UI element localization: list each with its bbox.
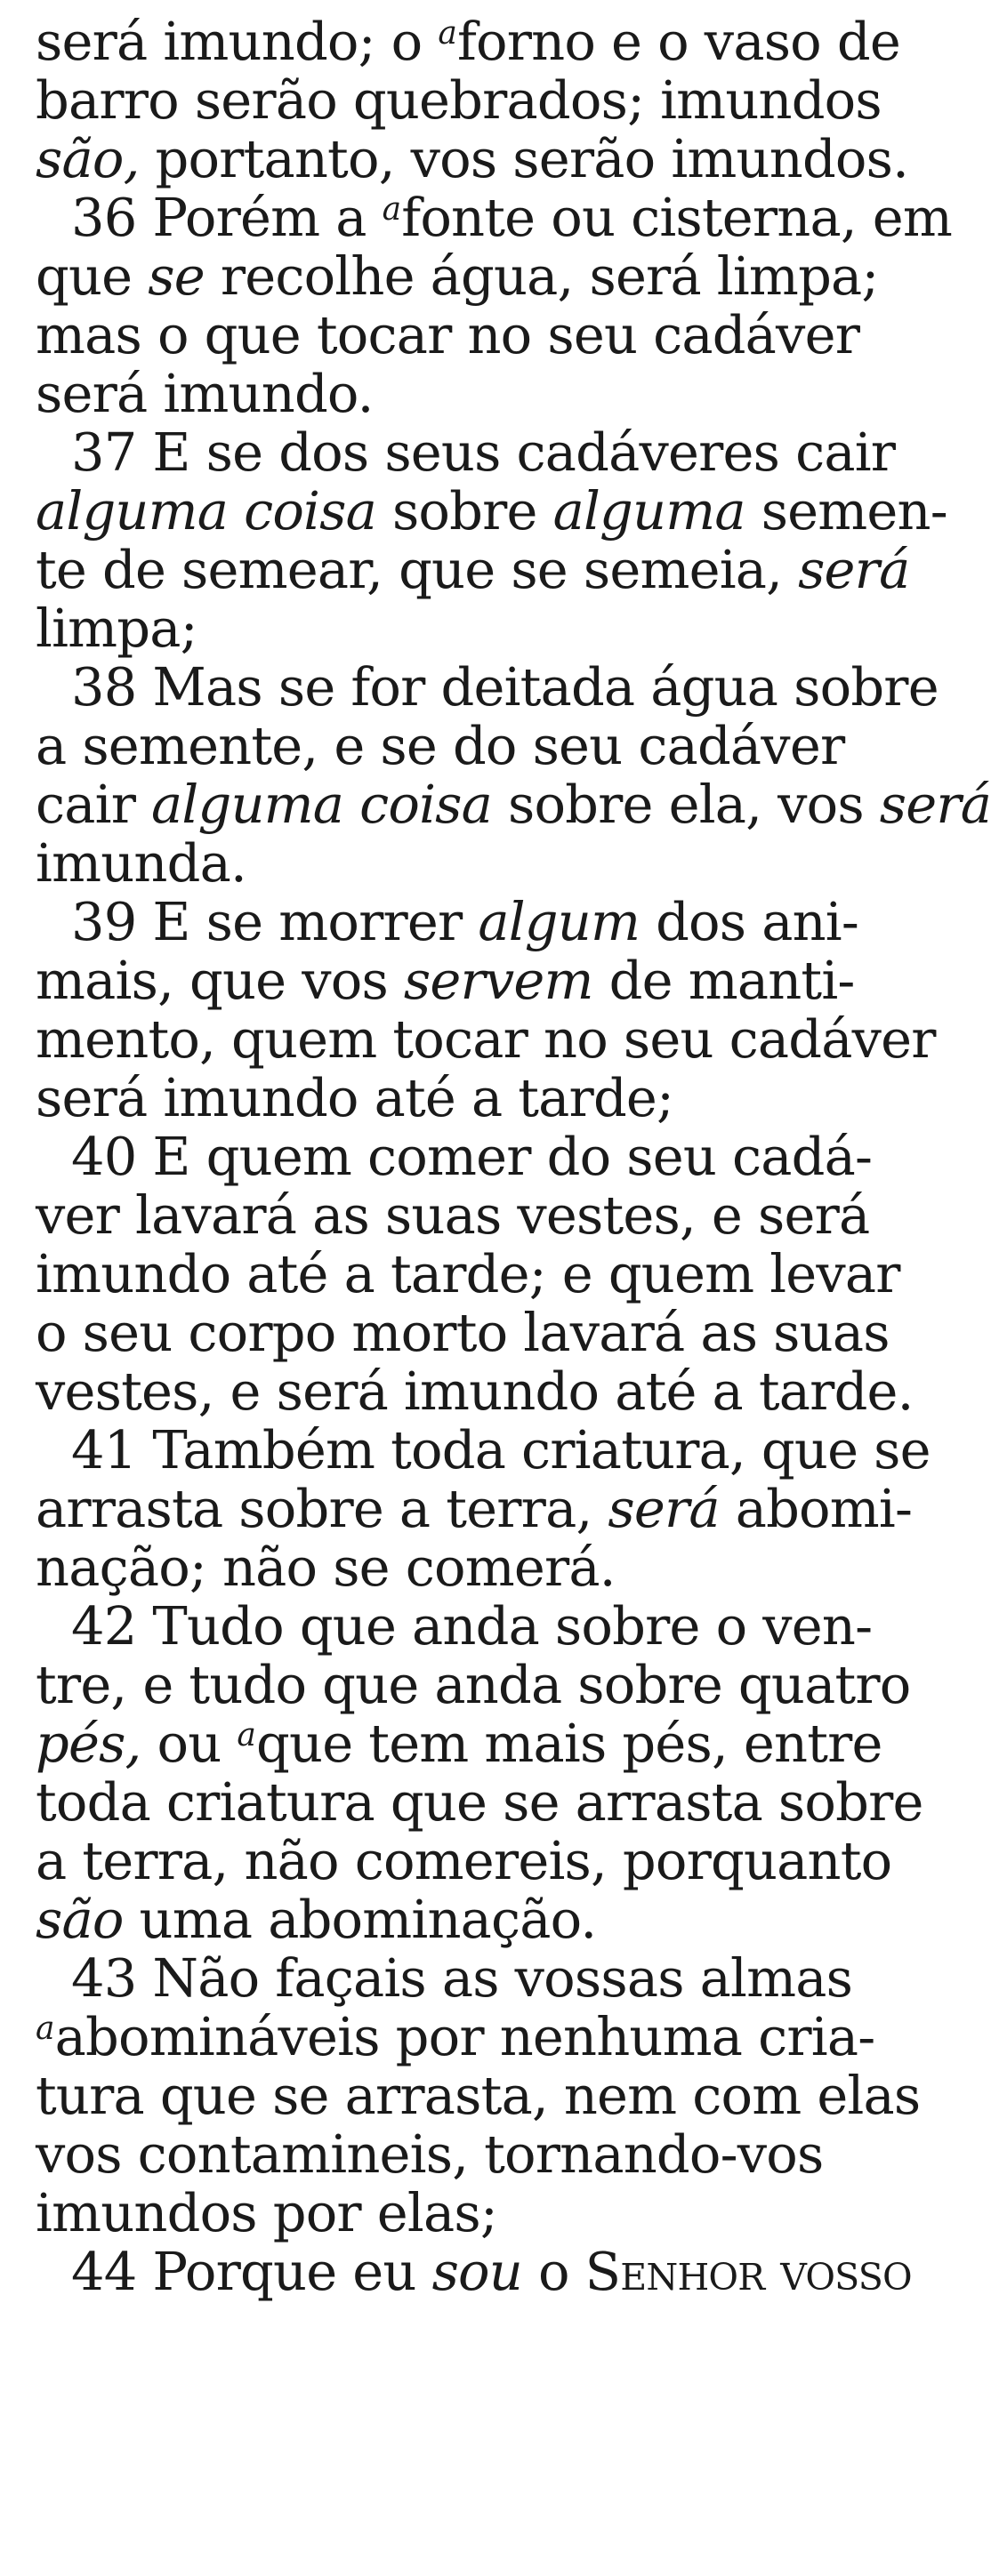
text-segment: portanto, vos serão imundos.	[139, 128, 909, 189]
text-segment: sobre ela, vos	[492, 774, 880, 835]
text-segment: o seu corpo morto lavará as suas	[36, 1302, 890, 1363]
text-segment: arrasta sobre a terra,	[36, 1478, 608, 1539]
verse-35-end-line-1	[36, 11, 900, 72]
verse-40-line-3	[36, 1243, 900, 1304]
text-segment: será imundo.	[36, 363, 374, 424]
text-segment: toda criatura que se arrasta sobre	[36, 1771, 923, 1833]
text-segment: de manti-	[592, 950, 855, 1011]
verse-39-line-1	[71, 891, 858, 952]
verse-42-line-4	[36, 1771, 923, 1833]
verse-43-line-4	[36, 2123, 824, 2185]
text-segment: abomináveis por nenhuma cria-	[54, 2006, 875, 2067]
verse-38-line-3	[36, 774, 991, 835]
verse-36-line-3	[36, 304, 860, 365]
footnote-marker: a	[36, 2010, 54, 2047]
verse-41-line-2	[36, 1478, 913, 1539]
verse-38-line-1	[71, 656, 939, 718]
text-segment: vos contamineis, tornando-vos	[36, 2123, 824, 2185]
italic-text: alguma	[552, 480, 745, 542]
text-segment: tre, e tudo que anda sobre quatro	[36, 1654, 911, 1715]
text-segment: dos ani-	[640, 891, 858, 952]
text-segment: sobre	[375, 480, 553, 542]
text-segment: 40 E quem comer do seu cadá-	[71, 1126, 873, 1187]
text-segment: imunda.	[36, 832, 246, 894]
verse-37-line-1	[71, 421, 896, 483]
text-segment: o	[521, 2241, 585, 2302]
text-segment: 39 E se morrer	[71, 891, 479, 952]
italic-text: será	[798, 539, 910, 600]
text-segment: semen-	[745, 480, 947, 542]
text-segment: mas o que tocar no seu cadáver	[36, 304, 860, 365]
text-segment: cair	[36, 774, 152, 835]
text-segment: uma abominação.	[123, 1889, 597, 1950]
text-segment: vestes, e será imundo até a tarde.	[36, 1360, 914, 1422]
verse-44-line-1	[71, 2241, 912, 2302]
footnote-marker: a	[438, 15, 457, 52]
italic-text: algum	[478, 891, 641, 952]
verse-38-line-4	[36, 834, 818, 893]
footnote-marker: a	[382, 191, 401, 228]
verse-37-line-4	[36, 599, 818, 658]
verse-43-line-3	[36, 2065, 921, 2126]
italic-text: alguma coisa	[36, 480, 376, 542]
text-segment: a semente, e se do seu cadáver	[36, 715, 845, 776]
verse-43-line-2	[36, 2006, 875, 2067]
text-segment: nação; não se comerá.	[36, 1537, 616, 1598]
verse-43-line-5	[36, 2184, 818, 2243]
text-segment: barro serão quebrados; imundos	[36, 69, 882, 131]
text-segment: 42 Tudo que anda sobre o ven-	[71, 1595, 873, 1657]
verse-40-line-5	[36, 1360, 914, 1422]
text-segment: ver lavará as suas vestes, e será	[36, 1184, 870, 1246]
verse-40-line-1	[71, 1126, 873, 1187]
text-segment: imundos por elas;	[36, 2182, 497, 2243]
italic-text: servem	[403, 950, 593, 1011]
verse-41-line-3	[36, 1538, 818, 1597]
verse-43-line-1	[71, 1947, 853, 2009]
italic-text: pés,	[36, 1713, 141, 1774]
verse-36-line-2	[36, 245, 879, 307]
italic-text: será	[608, 1478, 720, 1539]
verse-42-line-1	[71, 1595, 873, 1657]
text-segment: abomi-	[719, 1478, 913, 1539]
text-segment: 38 Mas se for deitada água sobre	[71, 656, 939, 718]
text-segment: será imundo até a tarde;	[36, 1067, 674, 1128]
text-segment: 41 Também toda criatura, que se	[71, 1419, 931, 1481]
text-segment: que tem mais pés, entre	[256, 1713, 882, 1774]
italic-text: sou	[431, 2241, 522, 2302]
italic-text: será	[879, 774, 991, 835]
text-segment: 36 Porém a	[71, 187, 383, 248]
text-segment: 37 E se dos seus cadáveres cair	[71, 421, 896, 483]
verse-42-line-2	[36, 1654, 911, 1715]
verse-42-line-5	[36, 1830, 892, 1891]
text-segment: limpa;	[36, 598, 197, 659]
text-segment: fonte ou cisterna, em	[401, 187, 953, 248]
text-segment: mais, que vos	[36, 950, 404, 1011]
text-segment: imundo até a tarde; e quem levar	[36, 1243, 900, 1304]
text-segment: a terra, não comereis, porquanto	[36, 1830, 892, 1891]
text-segment: será imundo; o	[36, 11, 439, 72]
verse-42-line-6	[36, 1890, 818, 1949]
verse-39-line-4	[36, 1069, 818, 1128]
text-segment: recolhe água, será limpa;	[204, 245, 879, 307]
verse-35-end-line-3	[36, 128, 909, 189]
verse-37-line-2	[36, 480, 947, 542]
verse-35-end-line-2	[36, 69, 882, 131]
verse-36-line-4	[36, 365, 818, 423]
italic-text: são	[36, 1889, 124, 1950]
text-segment: mento, quem tocar no seu cadáver	[36, 1008, 936, 1070]
verse-40-line-2	[36, 1184, 870, 1246]
verse-40-line-4	[36, 1302, 890, 1363]
italic-text: são,	[36, 128, 140, 189]
verse-41-line-1	[71, 1419, 931, 1481]
text-segment: ou	[141, 1713, 238, 1774]
small-caps-text: Senhor vosso	[584, 2241, 912, 2302]
text-segment: que	[36, 245, 149, 307]
verse-38-line-2	[36, 715, 845, 776]
text-segment: tura que se arrasta, nem com elas	[36, 2065, 921, 2126]
verse-36-line-1	[71, 187, 953, 248]
verse-39-line-3	[36, 1008, 936, 1070]
verse-37-line-3	[36, 539, 910, 600]
text-segment: 44 Porque eu	[71, 2241, 432, 2302]
text-segment: 43 Não façais as vossas almas	[71, 1947, 853, 2009]
italic-text: se	[148, 245, 205, 307]
text-segment: forno e o vaso de	[457, 11, 900, 72]
italic-text: alguma coisa	[151, 774, 493, 835]
text-segment: te de semear, que se semeia,	[36, 539, 799, 600]
verse-42-line-3	[36, 1713, 882, 1774]
verse-39-line-2	[36, 950, 855, 1011]
footnote-marker: a	[237, 1717, 256, 1753]
